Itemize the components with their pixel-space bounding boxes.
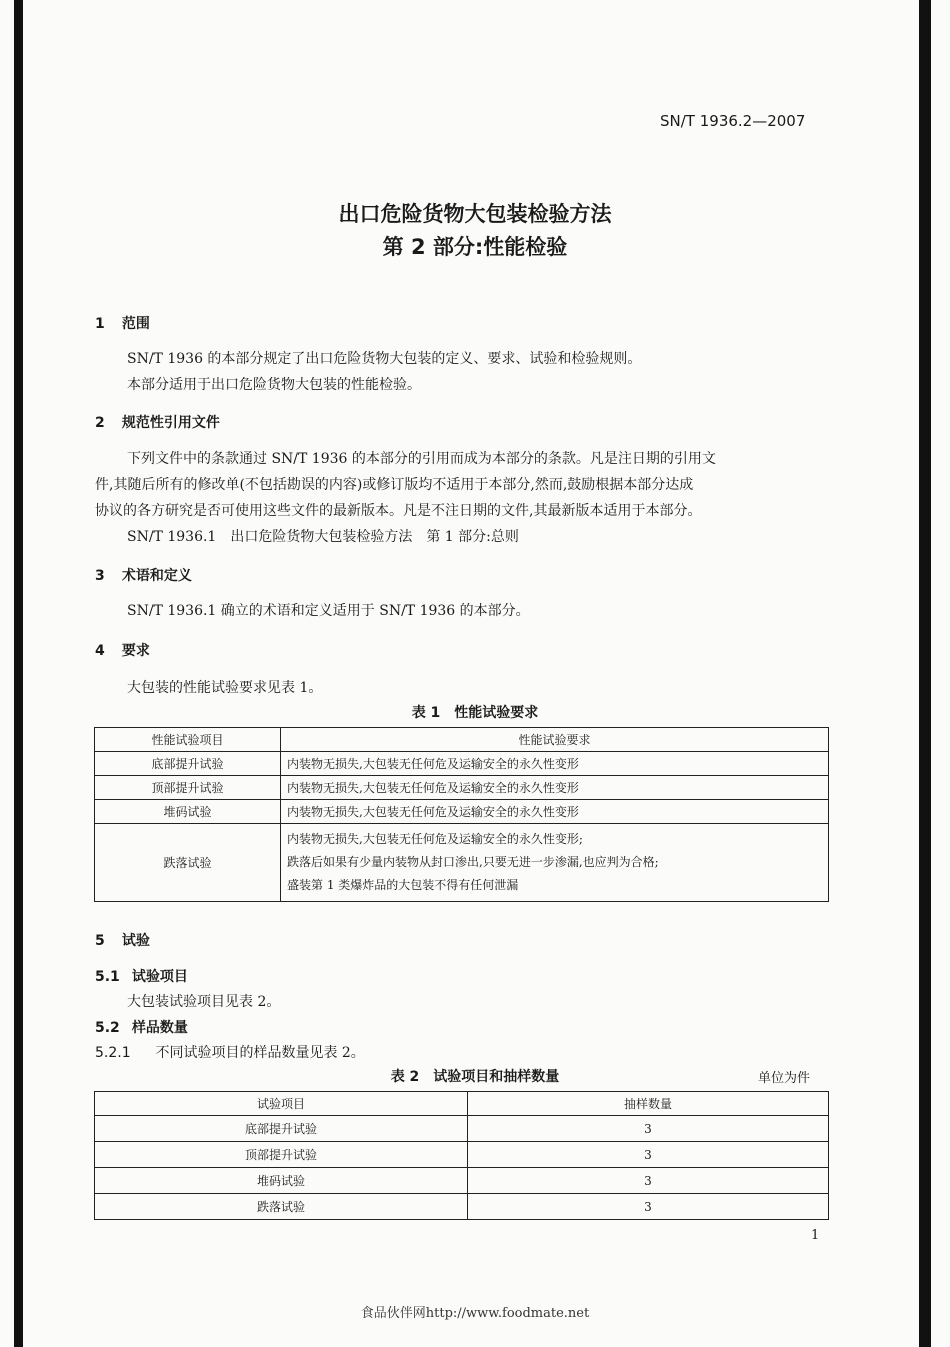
table-2-item: 顶部提升试验: [95, 1142, 468, 1168]
table-row: [95, 752, 829, 776]
drop-req-line1: 内装物无损失,大包装无任何危及运输安全的永久性变形;: [287, 832, 583, 846]
section-4-p1: 大包装的性能试验要求见表 1。: [127, 680, 323, 696]
section-1-p1: SN/T 1936 的本部分规定了出口危险货物大包装的定义、要求、试验和检验规则。: [127, 351, 642, 367]
table-2-item: 底部提升试验: [95, 1116, 468, 1142]
drop-req-line2: 跌落后如果有少量内装物从封口渗出,只要无进一步渗漏,也应判为合格;: [287, 855, 659, 869]
table-2-qty: 3: [468, 1168, 829, 1194]
table-2-item: 堆码试验: [95, 1168, 468, 1194]
table-2-item: 跌落试验: [95, 1194, 468, 1220]
section-5-heading: 5 试验: [95, 933, 150, 949]
table-1-item: 跌落试验: [95, 824, 281, 902]
table-row: [95, 824, 829, 902]
table-1-requirement: 内装物无损失,大包装无任何危及运输安全的永久性变形: [281, 800, 829, 824]
doc-title-line1: 出口危险货物大包装检验方法: [338, 202, 612, 226]
table-1-header-req: 性能试验要求: [281, 728, 829, 752]
table-2-header-row: [95, 1092, 829, 1116]
standard-number: SN/T 1936.2—2007: [660, 112, 806, 130]
table-row: [95, 1168, 829, 1194]
table-1-requirement: 内装物无损失,大包装无任何危及运输安全的永久性变形: [281, 776, 829, 800]
section-3-heading: 3 术语和定义: [95, 568, 192, 584]
section-1-heading: 1 范围: [95, 316, 150, 332]
drop-req-line3: 盛装第 1 类爆炸品的大包装不得有任何泄漏: [287, 878, 519, 892]
table-1-item: 底部提升试验: [95, 752, 281, 776]
table-1-item: 顶部提升试验: [95, 776, 281, 800]
table-row: [95, 800, 829, 824]
table-1-header-item: 性能试验项目: [95, 728, 281, 752]
doc-title-line2: 第 2 部分:性能检验: [382, 235, 568, 259]
section-5-2-1: 5.2.1 不同试验项目的样品数量见表 2。: [95, 1045, 365, 1061]
table-row: [95, 1142, 829, 1168]
table-2-unit: 单位为件: [758, 1071, 811, 1086]
table-2-header-qty: 抽样数量: [468, 1092, 829, 1116]
page-number: 1: [811, 1228, 820, 1243]
section-1-p2: 本部分适用于出口危险货物大包装的性能检验。: [127, 377, 421, 393]
section-2-heading: 2 规范性引用文件: [95, 415, 220, 431]
section-2-reference: SN/T 1936.1 出口危险货物大包装检验方法 第 1 部分:总则: [127, 529, 519, 545]
table-2-header-item: 试验项目: [95, 1092, 468, 1116]
section-2-line1: 下列文件中的条款通过 SN/T 1936 的本部分的引用而成为本部分的条款。凡是注日期的引用文: [127, 451, 716, 467]
table-2-qty: 3: [468, 1194, 829, 1220]
table-1-requirement: 内装物无损失,大包装无任何危及运输安全的永久性变形: [281, 752, 829, 776]
section-2-line3: 协议的各方研究是否可使用这些文件的最新版本。凡是不注日期的文件,其最新版本适用于本部分。: [95, 503, 702, 519]
section-2-line2: 件,其随后所有的修改单(不包括勘误的内容)或修订版均不适用于本部分,然而,鼓励根据本部分达成: [95, 477, 694, 493]
table-2-qty: 3: [468, 1116, 829, 1142]
footer-watermark: 食品伙伴网http://www.foodmate.net: [360, 1306, 590, 1321]
section-5-2-heading: 5.2 样品数量: [95, 1020, 188, 1036]
table-2: [94, 1091, 829, 1220]
section-3-p1: SN/T 1936.1 确立的术语和定义适用于 SN/T 1936 的本部分。: [127, 603, 530, 619]
section-4-heading: 4 要求: [95, 643, 150, 659]
table-row: [95, 776, 829, 800]
table-1-header-row: [95, 728, 829, 752]
table-row: [95, 1194, 829, 1220]
table-row: [95, 1116, 829, 1142]
table-2-qty: 3: [468, 1142, 829, 1168]
table-1-requirement-drop: [281, 824, 829, 902]
table-2-caption: 表 2 试验项目和抽样数量: [390, 1069, 560, 1085]
section-5-1-p1: 大包装试验项目见表 2。: [127, 994, 281, 1010]
section-5-1-heading: 5.1 试验项目: [95, 969, 188, 985]
table-1-item: 堆码试验: [95, 800, 281, 824]
table-1: [94, 727, 829, 902]
table-1-caption: 表 1 性能试验要求: [411, 705, 539, 721]
